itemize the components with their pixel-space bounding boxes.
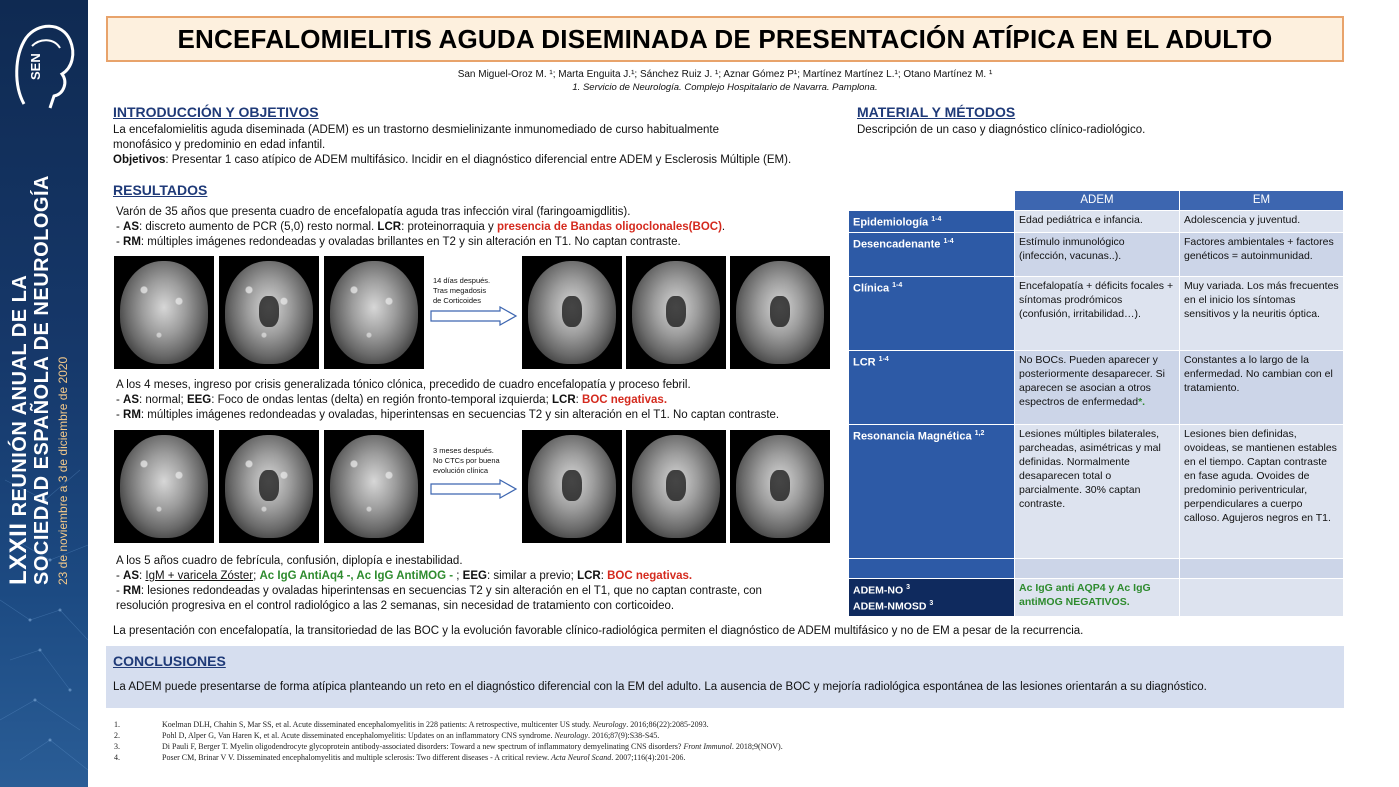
mri-image <box>324 256 424 369</box>
reference-item: 2. Pohl D, Alper G, Van Haren K, et al. Acute disseminated encephalomyelitis: Updates on an inflammatory CNS syndrome. Neurology. 2016;87(9):S38-S45. <box>114 731 660 740</box>
banner-line1: REUNIÓN ANUAL DE LA <box>9 274 31 517</box>
table-row: Epidemiología $^{1-4}$ Edad pediátrica e infancia. Adolescencia y juventud. <box>849 211 1344 233</box>
mri-image <box>522 256 622 369</box>
table-row: LCR $^{1-4}$ No BOCs. Pueden aparecer y posteriormente desaparecer. Si aparecen se asocian a otros espectros de enfermedad*. Constantes a lo largo de la enfermedad. No cambian con el tratamiento. <box>849 350 1344 424</box>
col-em: EM <box>1180 191 1344 211</box>
methods-heading: MATERIAL Y MÉTODOS <box>857 104 1016 120</box>
case2-intro: A los 4 meses, ingreso por crisis generalizada tónico clónica, precedido de cuadro encefalopatía y proceso febril. <box>116 379 691 391</box>
banner-line2: SOCIEDAD ESPAÑOLA DE NEUROLOGÍA <box>31 175 53 585</box>
results-case2 <box>116 378 846 423</box>
mri-image <box>730 430 830 543</box>
boc-negative: BOC negativas. <box>582 394 668 406</box>
table-header <box>849 191 1344 211</box>
intro-text <box>113 123 843 168</box>
case3-intro: A los 5 años cuadro de febrícula, confusión, diplopía e inestabilidad. <box>116 555 463 567</box>
mri-image <box>522 430 622 543</box>
table-row <box>849 558 1344 578</box>
reference-item: 3. Di Pauli F, Berger T. Myelin oligodendrocyte glycoprotein antibody-associated disorders: Toward a new spectrum of inflammatory demyelinating CNS disorders? Front Immunol. 2018;9(NOV). <box>114 742 783 751</box>
objectives-label: Objetivos <box>113 154 166 166</box>
references <box>114 719 1314 763</box>
banner-dates: 23 de noviembre a 3 de diciembre de 2020 <box>56 356 70 585</box>
arrow-right-icon <box>430 479 518 499</box>
mri-image <box>324 430 424 543</box>
results-case3 <box>116 554 846 614</box>
conclusions-box <box>106 646 1344 708</box>
mri-image <box>114 256 214 369</box>
authors: San Miguel-Oroz M. ¹; Marta Enguita J.¹; Sánchez Ruiz J. ¹; Aznar Gómez P¹; Martínez Martínez L.¹; Otano Martínez M. ¹ <box>457 69 993 80</box>
reference-item: 1. Koelman DLH, Chahin S, Mar SS, et al. Acute disseminated encephalomyelitis in 228 patients: A retrospective, multicenter US study. Neurology. 2016;86(22):2085-2093. <box>114 720 709 729</box>
mri-image <box>626 430 726 543</box>
methods-text: Descripción de un caso y diagnóstico clínico-radiológico. <box>857 124 1146 136</box>
affiliation: 1. Servicio de Neurología. Complejo Hospitalario de Navarra. Pamplona. <box>572 82 878 93</box>
banner-vertical-text <box>5 165 71 585</box>
case1-as: - AS: discreto aumento de PCR (5,0) resto normal. LCR: proteinorraquia y presencia de Bandas oligoclonales(BOC). <box>116 221 726 233</box>
conclusions-heading: CONCLUSIONES <box>113 653 226 669</box>
case3-rm-cont: resolución progresiva en el control radiológico a las 2 semanas, sin necesidad de tratamiento con corticoideo. <box>116 600 675 612</box>
results-summary: La presentación con encefalopatía, la transitoriedad de las BOC y la evolución favorable clínico-radiológica permiten el diagnóstico de ADEM multifásico y no de EM a pesar de la recurrencia. <box>113 625 1084 637</box>
intro-heading: INTRODUCCIÓN Y OBJETIVOS <box>113 104 319 120</box>
arrow-right-icon <box>430 306 518 326</box>
edition: LXXII <box>5 522 32 585</box>
case3-rm: - RM: lesiones redondeadas y ovaladas hiperintensas en secuencias T2 y sin alteración en el T1, que no captan contraste, con <box>116 585 762 597</box>
mri-image <box>626 256 726 369</box>
mri-image <box>219 256 319 369</box>
timing-note-2: 3 meses después. No CTCs por buena evolución clínica <box>433 446 500 475</box>
mri-image <box>114 430 214 543</box>
table-row: Clínica $^{1-4}$ Encefalopatía + déficits focales + síntomas prodrómicos (confusión, irritabilidad…). Muy variada. Los más frecuentes en el inicio los síntomas sensitivos y la neuritis óptica. <box>849 276 1344 350</box>
conference-banner <box>0 0 88 787</box>
col-adem: ADEM <box>1015 191 1180 211</box>
table-row: Desencadenante $^{1-4}$ Estímulo inmunológico (infección, vacunas..). Factores ambientales + factores genéticos = autoinmunidad. <box>849 232 1344 276</box>
timing-note-1: 14 días después. Tras megadosis de Corticoides <box>433 276 491 305</box>
sen-logo-icon <box>10 16 78 112</box>
mri-image <box>730 256 830 369</box>
results-heading: RESULTADOS <box>113 182 208 198</box>
case2-as: - AS: normal; EEG: Foco de ondas lentas (delta) en región fronto-temporal izquierda; LCR: BOC negativas. <box>116 394 668 406</box>
objectives-line <box>113 153 843 168</box>
conclusions-text: La ADEM puede presentarse de forma atípica planteando un reto en el diagnóstico diferencial con la EM del adulto. La ausencia de BOC y mejoría radiológica espontánea de las lesiones orientarán a su diagnóstico. <box>113 681 1207 693</box>
table-row: Resonancia Magnética $^{1,2}$ Lesiones múltiples bilaterales, parcheadas, asimétricas y mal definidas. Normalmente desaparecen total o parcialmente. 30% captan contraste. Lesiones bien definidas, ovoideas, se mantienen estables en el tiempo. Captan contraste en fase aguda. Ovoides de predominio periventricular, perpendiculares a cuerpo calloso. Agujeros negros en T1. <box>849 424 1344 558</box>
results-case1 <box>116 205 846 250</box>
poster-title: ENCEFALOMIELITIS AGUDA DISEMINADA DE PRESENTACIÓN ATÍPICA EN EL ADULTO <box>177 23 1273 54</box>
table-row: ADEM-NO $^3$ ADEM-NMOSD $^3$ Ac IgG anti AQP4 y Ac IgG antiMOG NEGATIVOS. <box>849 578 1344 616</box>
comparison-table <box>848 190 1344 617</box>
intro-line2: monofásico y predominio en edad infantil. <box>113 139 326 151</box>
objectives-text: : Presentar 1 caso atípico de ADEM multifásico. Incidir en el diagnóstico diferencial entre ADEM y Esclerosis Múltiple (EM). <box>165 154 792 166</box>
case3-as: - AS: IgM + varicela Zóster; Ac IgG AntiAq4 -, Ac IgG AntiMOG - ; EEG: similar a previo; LCR: BOC negativas. <box>116 570 693 582</box>
antibodies-negative: Ac IgG AntiAq4 -, Ac IgG AntiMOG - <box>259 570 454 582</box>
case1-intro: Varón de 35 años que presenta cuadro de encefalopatía aguda tras infección viral (faringoamigdlitis). <box>116 206 631 218</box>
case2-rm: - RM: múltiples imágenes redondeadas y ovaladas, hiperintensas en secuencias T2 y sin alteración en el T1. No captan contraste. <box>116 409 780 421</box>
case1-rm: - RM: múltiples imágenes redondeadas y ovaladas brillantes en T2 y sin alteración en T1. No captan contraste. <box>116 236 681 248</box>
mri-image <box>219 430 319 543</box>
boc-positive: presencia de Bandas oligoclonales(BOC) <box>496 221 722 233</box>
sen-logo-text: SEN <box>28 53 43 80</box>
intro-line1: La encefalomielitis aguda diseminada (ADEM) es un trastorno desmielinizante inmunomediado de curso habitualmente <box>113 124 720 136</box>
reference-item: 4. Poser CM, Brinar V V. Disseminated encephalomyelitis and multiple sclerosis: Two different diseases - A critical review. Acta Neurol Scand. 2007;116(4):201-206. <box>114 753 686 762</box>
title-box <box>106 16 1344 62</box>
